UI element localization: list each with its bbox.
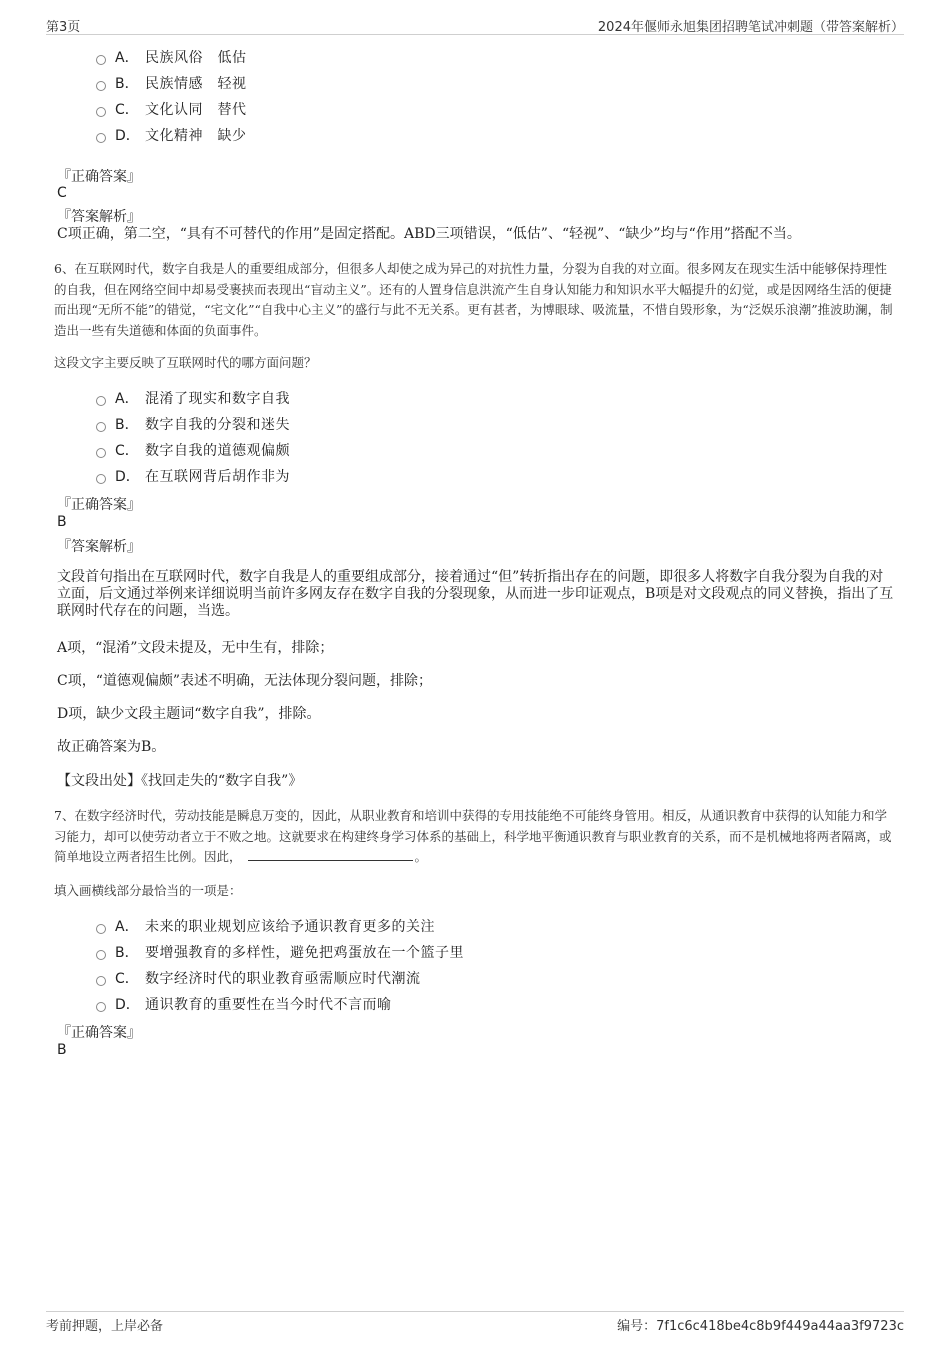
radio-icon[interactable] [96,976,106,986]
radio-icon[interactable] [96,396,106,406]
q6-question: 这段文字主要反映了互联网时代的哪方面问题？ [54,355,317,370]
q6-analysis-paragraph: 文段首句指出在互联网时代，数字自我是人的重要组成部分，接着通过“但”转折指出存在的问题，即很多人将数字自我分裂为自我的对立面，后文通过举例来详细说明当前许多网友存在数字自我的分裂现象，从而进一步印证观点，B项是对文段观点的同义替换，指出了互联网时代存在的问题，当选。 [57,569,894,619]
q6-answer-label: 『正确答案』 [57,497,141,513]
footer-slogan: 考前押题，上岸必备 [46,1319,164,1334]
radio-icon[interactable] [96,474,106,484]
q5-option-d[interactable]: D． 文化精神 缺少 [96,122,247,148]
radio-icon[interactable] [96,55,106,65]
q7-answer: B [57,1042,67,1058]
q7-answer-label: 『正确答案』 [57,1025,141,1041]
radio-icon[interactable] [96,448,106,458]
q7-stem: 7、在数字经济时代，劳动技能是瞬息万变的，因此，从职业教育和培训中获得的专用技能绝不可能终身管用。相反，从通识教育中获得的认知能力和学习能力，却可以使劳动者立于不败之地。这就要求在构建终身学习体系的基础上，科学地平衡通识教育与职业教育的关系，而不是机械地将两者隔离，或简单地设立两者招生比例。因此， 。 [54,808,892,864]
q5-answer-label: 『正确答案』 [57,169,141,185]
page-footer [46,1311,904,1336]
q7-option-d[interactable]: D． 通识教育的重要性在当今时代不言而喻 [96,991,464,1017]
q5-option-c[interactable]: C． 文化认同 替代 [96,96,247,122]
q6-option-d[interactable]: D． 在互联网背后胡作非为 [96,463,290,489]
q5-analysis: C项正确，第二空，“具有不可替代的作用”是固定搭配。ABD三项错误，“低估”、“轻视”、“缺少”均与“作用”搭配不当。 [57,226,801,242]
radio-icon[interactable] [96,924,106,934]
q6-analysis-a: A项，“混淆”文段未提及，无中生有，排除； [57,640,334,656]
q5-answer: C [57,185,67,201]
document-title: 2024年偃师永旭集团招聘笔试冲刺题（带答案解析） [597,20,904,35]
q6-analysis-d: D项，缺少文段主题词“数字自我”，排除。 [57,706,321,722]
q6-answer: B [57,514,67,530]
page-number: 第3页 [46,20,81,35]
radio-icon[interactable] [96,1002,106,1012]
q6-analysis-conclusion: 故正确答案为B。 [57,739,166,755]
radio-icon[interactable] [96,950,106,960]
radio-icon[interactable] [96,81,106,91]
q6-option-a[interactable]: A． 混淆了现实和数字自我 [96,385,290,411]
q6-analysis-c: C项，“道德观偏颇”表述不明确，无法体现分裂问题，排除； [57,673,433,689]
q6-options [96,385,290,489]
radio-icon[interactable] [96,422,106,432]
document-code: 编号：7f1c6c418be4c8b9f449a44aa3f9723c [617,1319,904,1334]
q7-option-b[interactable]: B． 要增强教育的多样性，避免把鸡蛋放在一个篮子里 [96,939,464,965]
radio-icon[interactable] [96,107,106,117]
q5-option-b[interactable]: B． 民族情感 轻视 [96,70,247,96]
page-header [46,14,904,35]
q6-option-b[interactable]: B． 数字自我的分裂和迷失 [96,411,290,437]
q6-analysis-label: 『答案解析』 [57,539,141,555]
q7-option-c[interactable]: C． 数字经济时代的职业教育亟需顺应时代潮流 [96,965,464,991]
q7-option-a[interactable]: A． 未来的职业规划应该给予通识教育更多的关注 [96,913,464,939]
q5-analysis-label: 『答案解析』 [57,209,141,225]
q6-stem: 6、在互联网时代，数字自我是人的重要组成部分，但很多人却使之成为异己的对抗性力量，分裂为自我的对立面。很多网友在现实生活中能够保持理性的自我，但在网络空间中却易受裹挟而表现出“盲动主义”。还有的人置身信息洪流产生自身认知能力和知识水平大幅提升的幻觉，或是因网络生活的便捷而出现“无所不能”的错觉，“宅文化”“自我中心主义”的盛行与此不无关系。更有甚者，为博眼球、吸流量，不惜自毁形象，为“泛娱乐浪潮”推波助澜，制造出一些有失道德和体面的负面事件。 [54,261,893,338]
q5-options [96,44,247,148]
fill-blank-line [248,849,413,861]
q5-option-a[interactable]: A． 民族风俗 低估 [96,44,247,70]
q6-source: 【文段出处】《找回走失的“数字自我”》 [57,773,303,789]
q7-options [96,913,464,1017]
q7-question: 填入画横线部分最恰当的一项是： [54,883,242,898]
radio-icon[interactable] [96,133,106,143]
q6-option-c[interactable]: C． 数字自我的道德观偏颇 [96,437,290,463]
